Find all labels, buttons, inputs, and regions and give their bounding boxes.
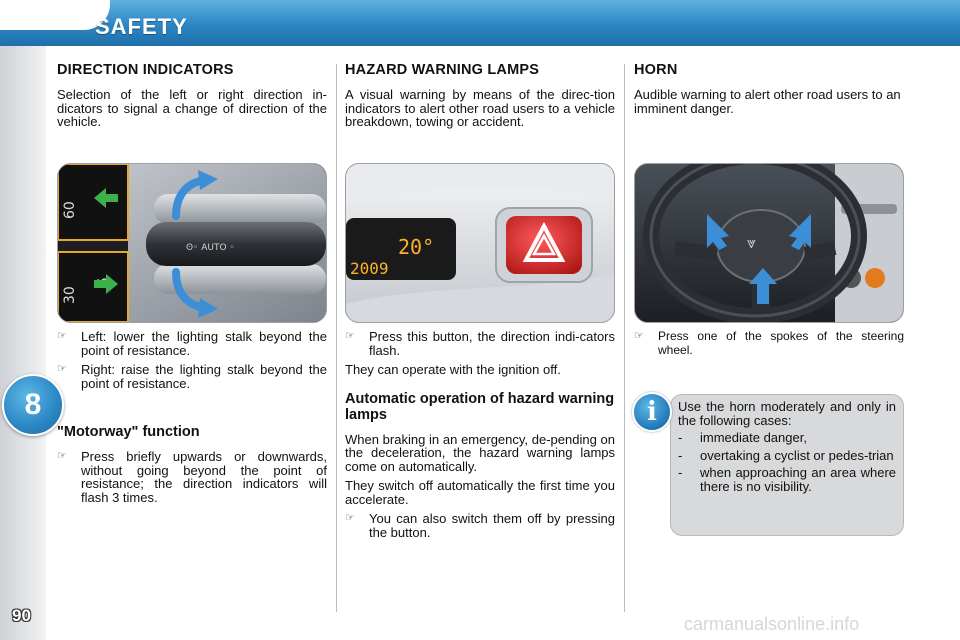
bullet-left-text: Left: lower the lighting stalk beyond the point of resistance. (81, 329, 327, 358)
left-margin-strip (0, 0, 46, 640)
info-icon: i (632, 392, 672, 432)
info-item-3: when approaching an area where there is no visibility. (700, 465, 896, 494)
bullet-horn (634, 330, 904, 357)
bullet-hazard-text: Press this button, the direction indi-cators flash. (369, 329, 615, 358)
info-list-item: - when approaching an area where there is no visibility. (678, 465, 896, 494)
direction-indicators-intro: Selection of the left or right direction in-dicators to signal a change of direction of the vehicle. (57, 87, 327, 129)
info-intro: Use the horn moderately and only in the following cases: (678, 399, 896, 428)
pointing-hand-icon: ☞ (57, 363, 67, 375)
column-divider (336, 64, 337, 612)
auto-hazard-heading: Automatic operation of hazard warning lamps (345, 390, 615, 423)
bullet-motorway (57, 450, 327, 504)
horn-intro: Audible warning to alert other road users to an imminent danger. (634, 87, 901, 116)
page-number: 90 (12, 606, 31, 625)
steering-wheel-photo (634, 163, 904, 323)
motorway-heading: "Motorway" function (57, 424, 200, 440)
hazard-text (345, 330, 615, 545)
pointing-hand-icon: ☞ (634, 330, 644, 342)
bullet-horn-text: Press one of the spokes of the steering wheel. (658, 329, 904, 357)
bullet-left (57, 330, 327, 357)
hazard-note: They can operate with the ignition off. (345, 362, 561, 377)
lighting-stalk-photo (57, 163, 327, 323)
direction-bullets (57, 330, 327, 396)
horn-bullets (634, 330, 904, 363)
section-title: SAFETY (95, 14, 188, 39)
display-year: 2009 (350, 259, 389, 278)
pointing-hand-icon: ☞ (57, 450, 67, 462)
auto-hazard-p2: They switch off automatically the first time you accelerate. (345, 478, 615, 507)
svg-text:⩔: ⩔ (747, 233, 757, 252)
motorway-section (57, 424, 327, 510)
auto-hazard-p1: When braking in an emergency, de-pending on the deceleration, the hazard warning lamps come on automatically. (345, 431, 615, 474)
column-divider (624, 64, 625, 612)
info-text (678, 400, 896, 497)
horn-heading: HORN (634, 62, 678, 78)
pointing-hand-icon: ☞ (57, 330, 67, 342)
svg-text:ʘ◦ AUTO ◦: ʘ◦ AUTO ◦ (186, 243, 235, 253)
direction-indicators-column (57, 62, 327, 135)
bullet-right (57, 363, 327, 390)
info-item-2: overtaking a cyclist or pedes-trian (700, 447, 894, 463)
horn-column (634, 62, 904, 121)
hazard-heading: HAZARD WARNING LAMPS (345, 62, 540, 78)
pointing-hand-icon: ☞ (345, 330, 355, 342)
info-item-1: immediate danger, (700, 430, 807, 445)
bullet-auto-hazard-text: You can also switch them off by pressing the button. (369, 511, 615, 540)
hazard-column (345, 62, 615, 135)
bullet-auto-hazard (345, 512, 615, 539)
direction-indicators-heading: DIRECTION INDICATORS (57, 62, 234, 78)
header-tab (0, 0, 110, 30)
watermark: carmanualsonline.info (684, 614, 860, 634)
display-temperature: 20° (398, 235, 435, 259)
info-list-item: - overtaking a cyclist or pedes-trian (678, 447, 894, 463)
pointing-hand-icon: ☞ (345, 512, 355, 524)
hazard-button-photo (345, 163, 615, 323)
info-list-item: - immediate danger, (678, 430, 807, 445)
bullet-hazard (345, 330, 615, 357)
bullet-right-text: Right: raise the lighting stalk beyond the point of resistance. (81, 362, 327, 391)
svg-text:60: 60 (62, 201, 78, 219)
svg-text:30: 30 (62, 286, 78, 304)
chapter-badge: 8 (2, 374, 64, 436)
bullet-motorway-text: Press briefly upwards or downwards, without going beyond the point of resistance; the direction indicators will flash 3 times. (81, 449, 327, 505)
hazard-intro: A visual warning by means of the direc-tion indicators to alert other road users to a vehicle breakdown, towing or accident. (345, 87, 615, 129)
